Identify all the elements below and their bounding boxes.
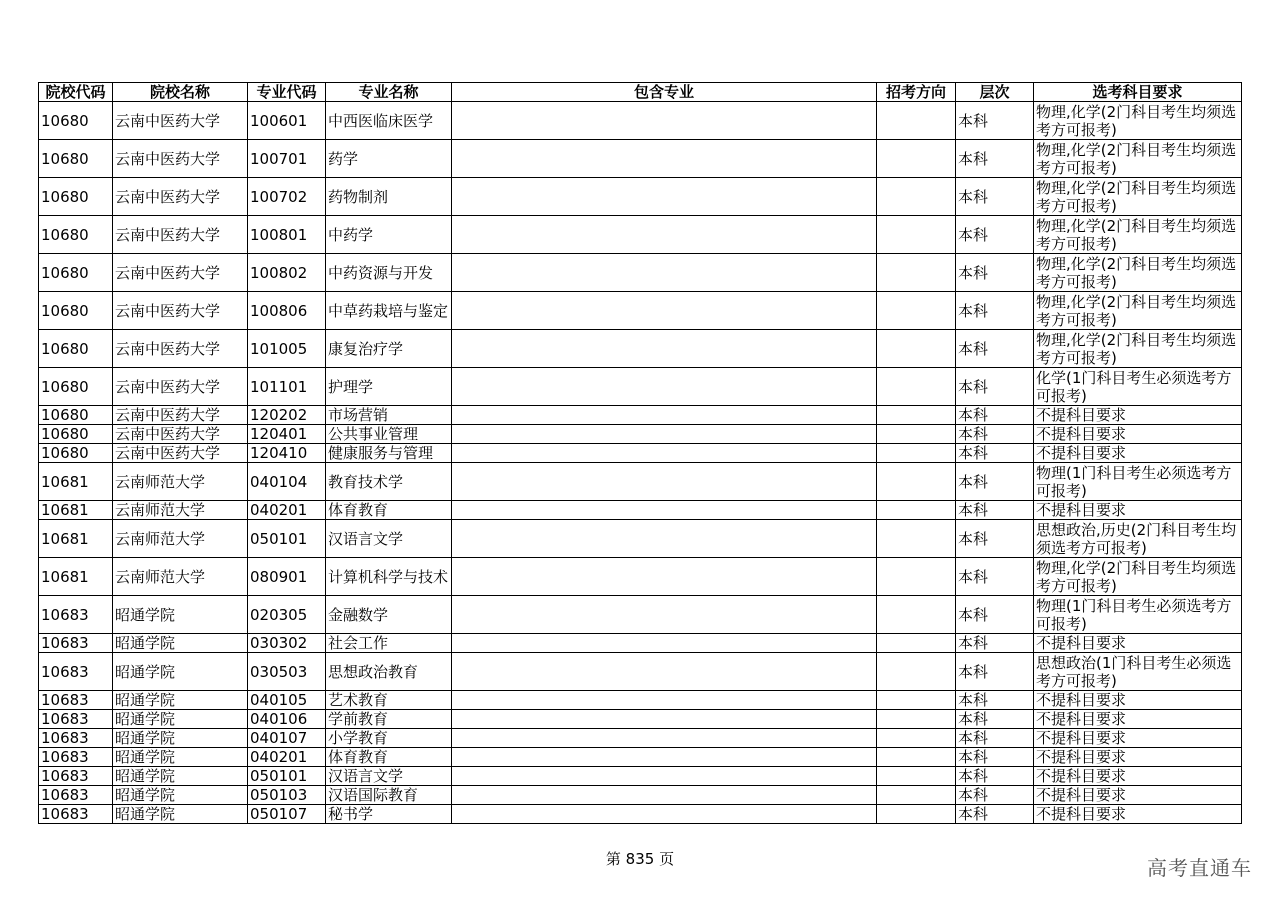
cell-level: 本科 [956, 805, 1034, 824]
cell-subject-requirement: 物理,化学(2门科目考生均须选考方可报考) [1034, 178, 1242, 216]
table-row [39, 634, 1242, 653]
table-row [39, 330, 1242, 368]
table-row [39, 425, 1242, 444]
table-row [39, 292, 1242, 330]
cell-subject-requirement: 化学(1门科目考生必须选考方可报考) [1034, 368, 1242, 406]
cell-major-name: 中药学 [326, 216, 452, 254]
cell-direction [877, 406, 956, 425]
cell-school-name: 云南中医药大学 [113, 330, 248, 368]
cell-school-code: 10680 [39, 368, 113, 406]
cell-subject-requirement: 不提科目要求 [1034, 748, 1242, 767]
cell-school-name: 云南中医药大学 [113, 406, 248, 425]
cell-level: 本科 [956, 216, 1034, 254]
cell-level: 本科 [956, 634, 1034, 653]
cell-school-code: 10683 [39, 767, 113, 786]
cell-level: 本科 [956, 102, 1034, 140]
cell-direction [877, 805, 956, 824]
cell-subject-requirement: 物理,化学(2门科目考生均须选考方可报考) [1034, 330, 1242, 368]
cell-major-name: 中药资源与开发 [326, 254, 452, 292]
cell-major-code: 040104 [248, 463, 326, 501]
cell-direction [877, 102, 956, 140]
cell-school-name: 昭通学院 [113, 805, 248, 824]
cell-major-code: 050101 [248, 520, 326, 558]
cell-included-majors [452, 425, 877, 444]
cell-school-name: 昭通学院 [113, 729, 248, 748]
cell-direction [877, 710, 956, 729]
header-major-name: 专业名称 [326, 83, 452, 102]
cell-major-code: 040201 [248, 748, 326, 767]
cell-major-code: 100806 [248, 292, 326, 330]
cell-school-name: 昭通学院 [113, 634, 248, 653]
table-row [39, 254, 1242, 292]
cell-direction [877, 178, 956, 216]
cell-direction [877, 444, 956, 463]
table-row [39, 596, 1242, 634]
cell-included-majors [452, 292, 877, 330]
table-row [39, 406, 1242, 425]
table-row [39, 767, 1242, 786]
cell-level: 本科 [956, 444, 1034, 463]
cell-direction [877, 140, 956, 178]
cell-school-name: 昭通学院 [113, 748, 248, 767]
cell-major-name: 学前教育 [326, 710, 452, 729]
admission-table [38, 82, 1242, 824]
cell-direction [877, 786, 956, 805]
cell-major-code: 040106 [248, 710, 326, 729]
cell-subject-requirement: 物理,化学(2门科目考生均须选考方可报考) [1034, 102, 1242, 140]
cell-subject-requirement: 不提科目要求 [1034, 691, 1242, 710]
cell-major-code: 120410 [248, 444, 326, 463]
cell-major-code: 101101 [248, 368, 326, 406]
cell-included-majors [452, 178, 877, 216]
cell-school-code: 10683 [39, 729, 113, 748]
cell-direction [877, 634, 956, 653]
table-row [39, 710, 1242, 729]
cell-direction [877, 501, 956, 520]
cell-included-majors [452, 368, 877, 406]
cell-level: 本科 [956, 729, 1034, 748]
cell-major-name: 药物制剂 [326, 178, 452, 216]
cell-major-code: 050107 [248, 805, 326, 824]
page-number: 第 835 页 [605, 850, 675, 868]
table-row [39, 102, 1242, 140]
table-row [39, 653, 1242, 691]
cell-level: 本科 [956, 501, 1034, 520]
cell-school-code: 10683 [39, 596, 113, 634]
cell-included-majors [452, 691, 877, 710]
cell-school-code: 10680 [39, 178, 113, 216]
cell-school-name: 昭通学院 [113, 767, 248, 786]
cell-included-majors [452, 444, 877, 463]
cell-direction [877, 691, 956, 710]
cell-school-code: 10680 [39, 254, 113, 292]
cell-direction [877, 596, 956, 634]
cell-level: 本科 [956, 767, 1034, 786]
cell-school-name: 云南中医药大学 [113, 292, 248, 330]
cell-school-name: 云南中医药大学 [113, 425, 248, 444]
cell-major-name: 思想政治教育 [326, 653, 452, 691]
cell-level: 本科 [956, 425, 1034, 444]
table-row [39, 786, 1242, 805]
cell-subject-requirement: 不提科目要求 [1034, 634, 1242, 653]
table-row [39, 520, 1242, 558]
cell-major-code: 040107 [248, 729, 326, 748]
table-row [39, 178, 1242, 216]
header-row [39, 83, 1242, 102]
cell-direction [877, 729, 956, 748]
table-row [39, 368, 1242, 406]
cell-major-name: 市场营销 [326, 406, 452, 425]
cell-subject-requirement: 思想政治(1门科目考生必须选考方可报考) [1034, 653, 1242, 691]
cell-major-code: 030503 [248, 653, 326, 691]
cell-subject-requirement: 不提科目要求 [1034, 425, 1242, 444]
header-direction: 招考方向 [877, 83, 956, 102]
cell-major-name: 护理学 [326, 368, 452, 406]
table-row [39, 501, 1242, 520]
table-row [39, 558, 1242, 596]
cell-school-name: 云南中医药大学 [113, 368, 248, 406]
cell-school-code: 10683 [39, 748, 113, 767]
cell-major-code: 050101 [248, 767, 326, 786]
cell-level: 本科 [956, 786, 1034, 805]
cell-school-name: 云南中医药大学 [113, 444, 248, 463]
cell-major-name: 体育教育 [326, 501, 452, 520]
cell-included-majors [452, 463, 877, 501]
cell-subject-requirement: 物理,化学(2门科目考生均须选考方可报考) [1034, 140, 1242, 178]
cell-included-majors [452, 558, 877, 596]
cell-level: 本科 [956, 178, 1034, 216]
cell-major-name: 计算机科学与技术 [326, 558, 452, 596]
cell-direction [877, 216, 956, 254]
cell-school-code: 10680 [39, 102, 113, 140]
cell-included-majors [452, 786, 877, 805]
cell-major-name: 秘书学 [326, 805, 452, 824]
table-row [39, 748, 1242, 767]
cell-subject-requirement: 物理,化学(2门科目考生均须选考方可报考) [1034, 558, 1242, 596]
cell-direction [877, 748, 956, 767]
cell-major-code: 100801 [248, 216, 326, 254]
table-row [39, 444, 1242, 463]
cell-school-name: 昭通学院 [113, 691, 248, 710]
table-row [39, 216, 1242, 254]
cell-included-majors [452, 254, 877, 292]
cell-school-code: 10681 [39, 463, 113, 501]
cell-included-majors [452, 330, 877, 368]
cell-level: 本科 [956, 330, 1034, 368]
cell-major-name: 中草药栽培与鉴定 [326, 292, 452, 330]
cell-included-majors [452, 216, 877, 254]
cell-major-name: 药学 [326, 140, 452, 178]
cell-direction [877, 292, 956, 330]
cell-school-name: 云南中医药大学 [113, 102, 248, 140]
cell-major-name: 汉语言文学 [326, 520, 452, 558]
cell-major-name: 汉语国际教育 [326, 786, 452, 805]
cell-school-code: 10680 [39, 425, 113, 444]
cell-major-code: 120202 [248, 406, 326, 425]
cell-subject-requirement: 不提科目要求 [1034, 805, 1242, 824]
cell-included-majors [452, 634, 877, 653]
cell-direction [877, 425, 956, 444]
cell-level: 本科 [956, 463, 1034, 501]
cell-direction [877, 254, 956, 292]
cell-included-majors [452, 140, 877, 178]
cell-school-code: 10683 [39, 634, 113, 653]
cell-direction [877, 653, 956, 691]
cell-major-code: 100702 [248, 178, 326, 216]
cell-included-majors [452, 520, 877, 558]
cell-major-code: 100802 [248, 254, 326, 292]
cell-school-code: 10680 [39, 216, 113, 254]
cell-level: 本科 [956, 292, 1034, 330]
cell-major-code: 050103 [248, 786, 326, 805]
cell-included-majors [452, 653, 877, 691]
cell-major-name: 教育技术学 [326, 463, 452, 501]
cell-major-name: 中西医临床医学 [326, 102, 452, 140]
cell-level: 本科 [956, 710, 1034, 729]
cell-school-name: 昭通学院 [113, 596, 248, 634]
cell-level: 本科 [956, 653, 1034, 691]
cell-included-majors [452, 710, 877, 729]
cell-subject-requirement: 物理(1门科目考生必须选考方可报考) [1034, 596, 1242, 634]
cell-major-name: 小学教育 [326, 729, 452, 748]
cell-major-code: 020305 [248, 596, 326, 634]
cell-level: 本科 [956, 520, 1034, 558]
cell-school-code: 10681 [39, 520, 113, 558]
cell-major-code: 040201 [248, 501, 326, 520]
cell-school-name: 昭通学院 [113, 653, 248, 691]
cell-school-code: 10680 [39, 330, 113, 368]
cell-major-code: 120401 [248, 425, 326, 444]
cell-school-name: 云南师范大学 [113, 520, 248, 558]
cell-school-code: 10681 [39, 501, 113, 520]
cell-direction [877, 520, 956, 558]
cell-school-code: 10680 [39, 406, 113, 425]
cell-major-name: 公共事业管理 [326, 425, 452, 444]
cell-school-code: 10683 [39, 653, 113, 691]
cell-major-name: 社会工作 [326, 634, 452, 653]
cell-major-name: 健康服务与管理 [326, 444, 452, 463]
cell-level: 本科 [956, 368, 1034, 406]
table-body [39, 102, 1242, 824]
cell-subject-requirement: 不提科目要求 [1034, 444, 1242, 463]
cell-level: 本科 [956, 140, 1034, 178]
cell-included-majors [452, 748, 877, 767]
cell-direction [877, 463, 956, 501]
cell-included-majors [452, 501, 877, 520]
header-school-code: 院校代码 [39, 83, 113, 102]
cell-school-code: 10683 [39, 786, 113, 805]
cell-major-code: 101005 [248, 330, 326, 368]
cell-level: 本科 [956, 748, 1034, 767]
header-subject-requirement: 选考科目要求 [1034, 83, 1242, 102]
watermark: 高考直通车 [1147, 856, 1252, 880]
cell-school-code: 10680 [39, 292, 113, 330]
table-row [39, 140, 1242, 178]
table-row [39, 805, 1242, 824]
cell-school-name: 昭通学院 [113, 786, 248, 805]
cell-subject-requirement: 思想政治,历史(2门科目考生均须选考方可报考) [1034, 520, 1242, 558]
cell-school-code: 10683 [39, 691, 113, 710]
cell-subject-requirement: 不提科目要求 [1034, 501, 1242, 520]
cell-subject-requirement: 物理(1门科目考生必须选考方可报考) [1034, 463, 1242, 501]
cell-subject-requirement: 不提科目要求 [1034, 710, 1242, 729]
header-included-majors: 包含专业 [452, 83, 877, 102]
cell-school-name: 云南中医药大学 [113, 178, 248, 216]
cell-subject-requirement: 不提科目要求 [1034, 729, 1242, 748]
table-row [39, 691, 1242, 710]
cell-school-code: 10680 [39, 444, 113, 463]
table-row [39, 729, 1242, 748]
header-major-code: 专业代码 [248, 83, 326, 102]
cell-direction [877, 767, 956, 786]
cell-level: 本科 [956, 254, 1034, 292]
cell-subject-requirement: 物理,化学(2门科目考生均须选考方可报考) [1034, 216, 1242, 254]
cell-school-name: 云南师范大学 [113, 463, 248, 501]
cell-subject-requirement: 不提科目要求 [1034, 786, 1242, 805]
cell-school-name: 云南师范大学 [113, 558, 248, 596]
header-school-name: 院校名称 [113, 83, 248, 102]
cell-school-code: 10683 [39, 805, 113, 824]
cell-school-code: 10681 [39, 558, 113, 596]
cell-major-name: 艺术教育 [326, 691, 452, 710]
cell-major-code: 100701 [248, 140, 326, 178]
cell-level: 本科 [956, 406, 1034, 425]
cell-major-code: 030302 [248, 634, 326, 653]
cell-included-majors [452, 729, 877, 748]
cell-direction [877, 368, 956, 406]
cell-school-name: 云南中医药大学 [113, 254, 248, 292]
cell-school-name: 云南中医药大学 [113, 140, 248, 178]
cell-school-name: 云南中医药大学 [113, 216, 248, 254]
cell-level: 本科 [956, 596, 1034, 634]
cell-school-code: 10680 [39, 140, 113, 178]
cell-subject-requirement: 不提科目要求 [1034, 767, 1242, 786]
cell-major-code: 100601 [248, 102, 326, 140]
cell-level: 本科 [956, 691, 1034, 710]
cell-school-code: 10683 [39, 710, 113, 729]
cell-subject-requirement: 物理,化学(2门科目考生均须选考方可报考) [1034, 254, 1242, 292]
cell-level: 本科 [956, 558, 1034, 596]
cell-school-name: 云南师范大学 [113, 501, 248, 520]
cell-included-majors [452, 805, 877, 824]
cell-major-name: 体育教育 [326, 748, 452, 767]
header-level: 层次 [956, 83, 1034, 102]
cell-major-code: 040105 [248, 691, 326, 710]
cell-included-majors [452, 102, 877, 140]
cell-direction [877, 330, 956, 368]
cell-direction [877, 558, 956, 596]
table-row [39, 463, 1242, 501]
cell-school-name: 昭通学院 [113, 710, 248, 729]
cell-major-name: 康复治疗学 [326, 330, 452, 368]
cell-included-majors [452, 596, 877, 634]
cell-major-name: 汉语言文学 [326, 767, 452, 786]
cell-subject-requirement: 不提科目要求 [1034, 406, 1242, 425]
cell-included-majors [452, 406, 877, 425]
cell-included-majors [452, 767, 877, 786]
cell-subject-requirement: 物理,化学(2门科目考生均须选考方可报考) [1034, 292, 1242, 330]
cell-major-code: 080901 [248, 558, 326, 596]
cell-major-name: 金融数学 [326, 596, 452, 634]
